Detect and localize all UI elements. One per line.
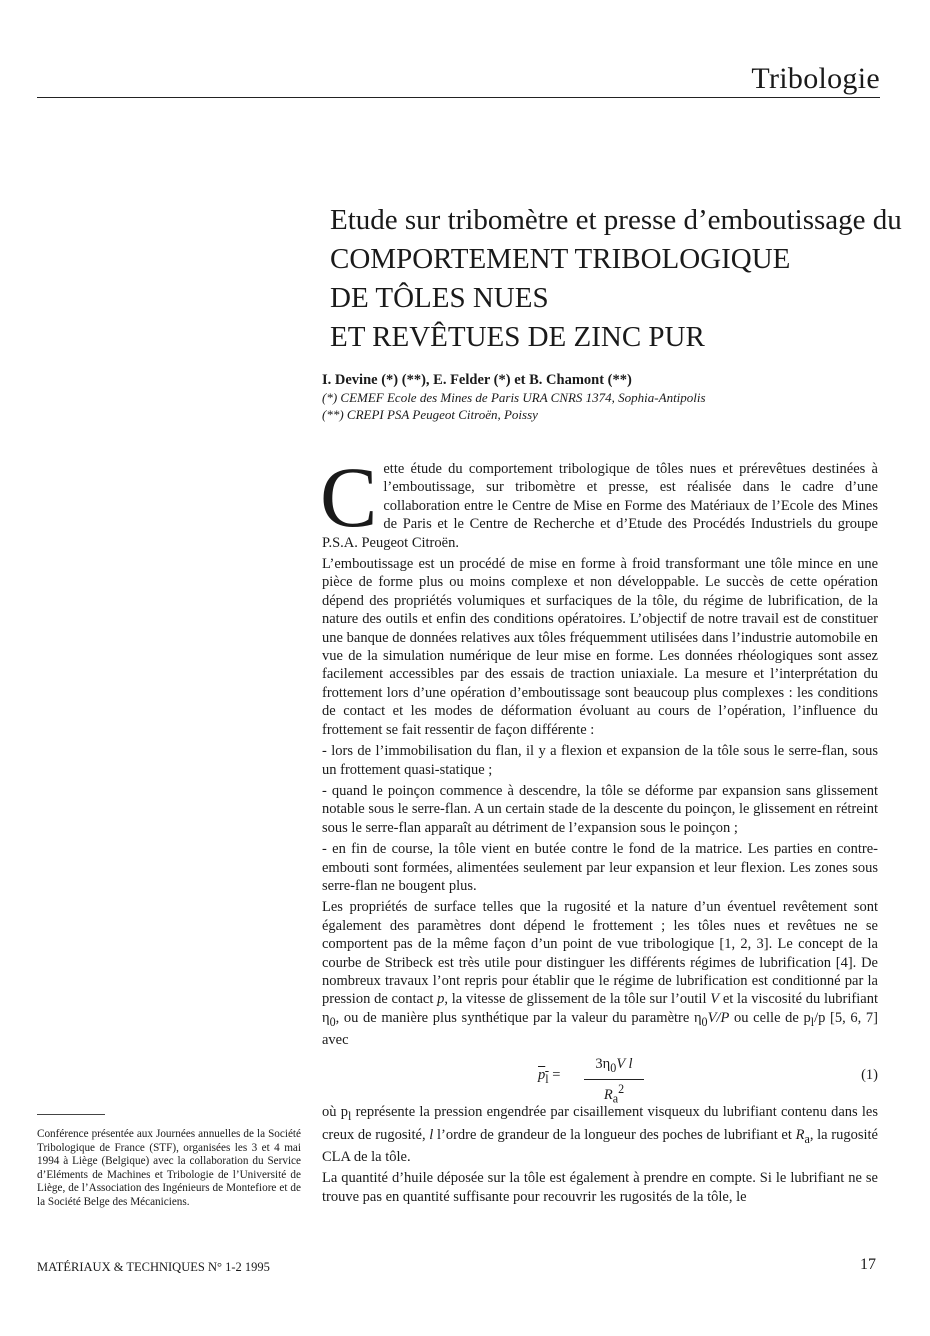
author-names: I. Devine (*) (**), E. Felder (*) et B. Chamont (**)	[322, 372, 632, 388]
drop-cap: C	[320, 449, 378, 545]
eq-lhs-sub: l	[545, 1072, 549, 1087]
paragraph-intro	[320, 449, 878, 552]
equation-number: (1)	[861, 1067, 878, 1084]
p6-sub-0a: 0	[329, 1014, 336, 1029]
p7-text-a: où p	[322, 1104, 348, 1121]
p6-text-d: , ou de manière plus synthétique par la valeur du paramètre η	[335, 1009, 702, 1026]
p6-var-vp: V/P	[707, 1009, 730, 1026]
p7-text-d: , la rugosité CLA de la tôle.	[322, 1126, 878, 1166]
title-line-3: DE TÔLES NUES	[330, 282, 549, 314]
equation-fraction	[584, 1055, 644, 1107]
paragraph-6	[322, 898, 878, 1049]
paragraph-4: - quand le poinçon commence à descendre, la tôle se déforme par expansion sans glissement notable sous le serre-flan. A un certain stade de la descente du poinçon, le glissement en rétreint sous le serre-flan apparaît au détriment de l’expansion sous le poinçon ;	[322, 782, 878, 836]
paragraph-intro-text: ette étude du comportement tribologique de tôles nues et prérevêtues destinées à l’emboutissage, sur tribomètre et presse, est réalisée dans le cadre d’une collaboration entre le Centre de Mise en Forme des Matériaux de l’Ecole des Mines de Paris et le Centre de Recherche et d’Etude des Procédés Industriels du groupe P.S.A. Peugeot Citroën.	[322, 461, 878, 551]
p6-text-b: , la vitesse de glissement de la tôle sur l’outil	[444, 991, 711, 1008]
paragraph-2: L’emboutissage est un procédé de mise en forme à froid transformant une tôle mince en une pièce de forme plus ou moins complexe et non développable. Le succès de cette opération dépend des propriétés volumiques et surfaciques de la tôle, du régime de lubrification, de la nature des outils et enfin des conditions opératoires. L’objectif de notre travail est de constituer une banque de données relatives aux tôles fréquemment utilisées dans l’industrie automobile en vue de la simulation numérique de leur mise en forme. Les données rhéologiques sont assez facilement accessibles par des essais de traction uniaxiale. La mesure et l’interprétation du frottement lors d’une opération d’emboutissage sont beaucoup plus complexes : les conditions de contact et les modes de déformation évoluant au cours de l’opération, l’influence du frottement se fait ressentir de façon différente :	[322, 556, 878, 738]
title-line-2: COMPORTEMENT TRIBOLOGIQUE	[330, 243, 791, 275]
p6-text-f: ou celle de p	[729, 1009, 811, 1026]
p6-sub-0b: 0	[701, 1014, 708, 1029]
eq-den-sup: 2	[618, 1081, 625, 1096]
p7-var-l: l	[429, 1126, 434, 1143]
body-column	[320, 449, 878, 1209]
p7-var-r: R	[795, 1126, 805, 1143]
title-line-1: Etude sur tribomètre et presse d’emboutissage du	[330, 204, 902, 236]
eq-lhs-p: p	[538, 1067, 546, 1084]
eq-den-r: R	[603, 1086, 613, 1103]
title-line-4: ET REVÊTUES DE ZINC PUR	[330, 321, 705, 353]
article-title	[330, 201, 902, 357]
authors-block	[322, 371, 882, 423]
p6-text-g: /p	[814, 1009, 826, 1026]
eq-den-sub: a	[612, 1091, 619, 1106]
eq-num-sub: 0	[610, 1061, 617, 1076]
paragraph-8: La quantité d’huile déposée sur la tôle est également à prendre en compte. Si le lubrifiant ne se trouve pas en quantité suffisante pour recouvrir les rugosités de la tôle, le	[322, 1170, 878, 1205]
journal-footer: MATÉRIAUX & TECHNIQUES N° 1-2 1995	[37, 1260, 270, 1274]
p6-text-c: et la viscosité du lubrifiant η	[322, 991, 878, 1026]
affiliation-2: (**) CREPI PSA Peugeot Citroën, Poissy	[322, 407, 538, 422]
p6-text-h: [5, 6, 7] avec	[322, 1009, 878, 1049]
p6-var-v: V	[710, 991, 720, 1008]
section-header: Tribologie	[751, 62, 880, 95]
p6-text-a: Les propriétés de surface telles que la rugosité et la nature d’un éventuel revêtement sont également des paramètres dont dépend le frottement ; les tôles nues et revêtues ne se comportent pas de la même façon d’un point de vue tribologique [1, 2, 3]. Le concept de la courbe de Stribeck est très utile pour distinguer les différents régimes de lubrification [4]. De nombreux travaux l’ont repris pour établir que le régime de lubrification est conditionné par la pression de contact	[322, 899, 878, 1008]
paragraph-7	[322, 1103, 878, 1166]
equation-1	[322, 1055, 878, 1106]
header-rule	[37, 97, 880, 98]
equation-denominator	[584, 1080, 644, 1108]
eq-num-vl: V l	[616, 1056, 633, 1073]
footnote-rule	[37, 1114, 105, 1115]
eq-num-eta: 3η	[595, 1056, 611, 1073]
p7-text-b: représente la pression engendrée par cisaillement visqueux du lubrifiant contenu dans les creux de rugosité,	[322, 1104, 878, 1143]
p6-sub-l: l	[810, 1014, 815, 1029]
paragraph-5: - en fin de course, la tôle vient en butée contre le fond de la matrice. Les parties en contre-embouti sont formées, alimentées seulement par leur expansion et leur flexion. Les zones sous serre-flan ne bougent plus.	[322, 841, 878, 894]
p7-sub-a: a	[804, 1131, 810, 1146]
footnote: Conférence présentée aux Journées annuelles de la Société Tribologique de France (STF), organisées les 3 et 4 mai 1994 à Liège (Belgique) avec la collaboration du Service d’Eléments de Machines et Tribologie de l’Université de Liège, de l’Association des Ingénieurs de Montefiore et de la Société Belge des Mécaniciens.	[37, 1128, 301, 1208]
equation-numerator	[584, 1055, 644, 1079]
p6-var-p: p	[437, 991, 445, 1008]
equation-lhs: $p_l$ =	[538, 1067, 561, 1087]
page-number: 17	[860, 1256, 876, 1273]
p7-sub-l: l	[347, 1109, 352, 1124]
p7-text-c: l’ordre de grandeur de la longueur des poches de lubrifiant et	[433, 1126, 796, 1143]
paragraph-3: - lors de l’immobilisation du flan, il y a flexion et expansion de la tôle sous le serre-flan, sous un frottement quasi-statique ;	[322, 743, 878, 778]
affiliation-1: (*) CEMEF Ecole des Mines de Paris URA CNRS 1374, Sophia-Antipolis	[322, 390, 706, 405]
